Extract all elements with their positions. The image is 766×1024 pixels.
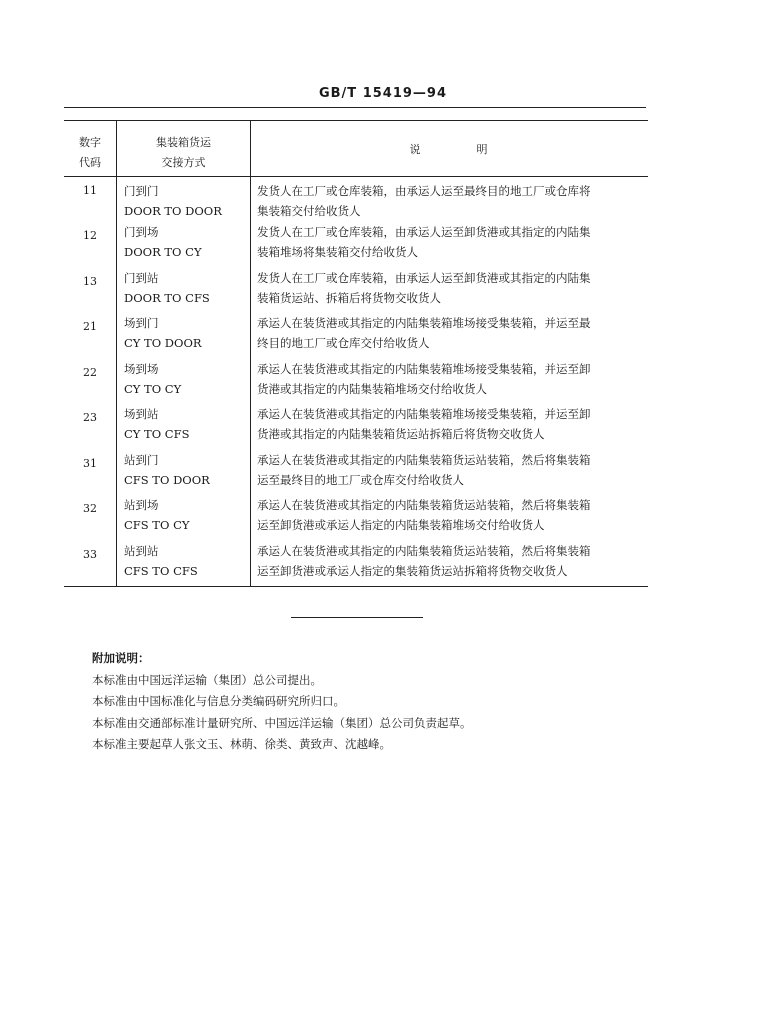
cell-description: [251, 177, 649, 223]
cell-description: [251, 222, 649, 268]
table-row: [64, 541, 648, 587]
desc-line1: 发货人在工厂或仓库装箱，由承运人运至卸货港或其指定的内陆集: [257, 270, 591, 285]
desc-line2: 装箱货运站、拆箱后将货物交收货人: [257, 290, 441, 305]
cell-mode: [117, 495, 251, 541]
cell-code: 12: [64, 222, 117, 268]
desc-line1: 发货人在工厂或仓库装箱，由承运人运至卸货港或其指定的内陆集: [257, 225, 591, 239]
desc-line2: 运至最终目的地工厂或仓库交付给收货人: [257, 472, 464, 487]
col-header-code-line2: 代码: [79, 156, 101, 169]
desc-line2: 集装箱交付给收货人: [257, 204, 361, 218]
col-header-desc-char2: 明: [476, 143, 490, 156]
cell-description: [251, 404, 649, 450]
cell-code: 21: [64, 313, 117, 359]
cell-description: [251, 268, 649, 314]
note-line: 本标准主要起草人张文玉、林萌、徐类、黄致声、沈越峰。: [92, 737, 391, 751]
cell-code: 13: [64, 268, 117, 314]
mode-en: CY TO DOOR: [124, 336, 202, 350]
end-of-table-rule: [291, 617, 423, 618]
cell-mode: [117, 404, 251, 450]
mode-cn: 门到门: [124, 184, 159, 198]
desc-line2: 终目的地工厂或仓库交付给收货人: [257, 336, 430, 350]
mode-en: CY TO CFS: [124, 427, 190, 441]
mode-en: DOOR TO CFS: [124, 290, 210, 305]
notes-title: 附加说明：: [92, 651, 150, 665]
mode-cn: 门到场: [124, 225, 159, 239]
cell-code: 23: [64, 404, 117, 450]
note-line: 本标准由中国远洋运输（集团）总公司提出。: [92, 672, 322, 687]
cell-mode: [117, 313, 251, 359]
mode-cn: 场到门: [124, 316, 159, 330]
cell-code: 32: [64, 495, 117, 541]
mode-en: DOOR TO DOOR: [124, 204, 222, 218]
table-row: [64, 495, 648, 541]
cell-description: [251, 541, 649, 587]
handover-code-table: [64, 120, 648, 587]
mode-cn: 站到场: [124, 498, 159, 512]
table-row: [64, 177, 648, 223]
table-header-row: [64, 121, 648, 177]
cell-mode: [117, 222, 251, 268]
col-header-mode: [117, 121, 251, 177]
desc-line1: 承运人在装货港或其指定的内陆集装箱货运站装箱，然后将集装箱: [257, 543, 591, 558]
col-header-code-line1: 数字: [79, 136, 101, 149]
mode-cn: 场到场: [124, 361, 159, 376]
table-row: [64, 450, 648, 496]
additional-notes: [92, 648, 472, 756]
desc-line1: 承运人在装货港或其指定的内陆集装箱货运站装箱，然后将集装箱: [257, 452, 591, 467]
cell-code: 31: [64, 450, 117, 496]
mode-cn: 站到门: [124, 452, 159, 467]
cell-mode: [117, 359, 251, 405]
cell-mode: [117, 268, 251, 314]
table-row: [64, 313, 648, 359]
table-row: [64, 359, 648, 405]
mode-cn: 站到站: [124, 543, 159, 558]
standard-number: GB/T 15419—94: [318, 86, 448, 101]
table-row: [64, 268, 648, 314]
col-header-description: [251, 121, 649, 177]
mode-cn: 场到站: [124, 407, 159, 421]
cell-mode: [117, 450, 251, 496]
cell-code: 22: [64, 359, 117, 405]
desc-line2: 运至卸货港或承运人指定的内陆集装箱堆场交付给收货人: [257, 518, 545, 532]
cell-description: [251, 450, 649, 496]
table-row: [64, 222, 648, 268]
mode-en: CFS TO CY: [124, 518, 190, 532]
desc-line1: 承运人在装货港或其指定的内陆集装箱堆场接受集装箱，并运至最: [257, 316, 591, 330]
cell-code: 11: [64, 177, 117, 223]
col-header-desc-char1: 说: [409, 143, 423, 156]
col-header-mode-line2: 交接方式: [161, 156, 206, 169]
mode-en: CY TO CY: [124, 381, 182, 396]
table-row: [64, 404, 648, 450]
col-header-mode-line1: 集装箱货运: [156, 136, 211, 149]
cell-description: [251, 495, 649, 541]
desc-line1: 承运人在装货港或其指定的内陆集装箱堆场接受集装箱，并运至卸: [257, 361, 591, 376]
desc-line2: 货港或其指定的内陆集装箱货运站拆箱后将货物交收货人: [257, 427, 545, 441]
mode-en: DOOR TO CY: [124, 245, 202, 259]
col-header-code: [64, 121, 117, 177]
cell-code: 33: [64, 541, 117, 587]
header-rule: [64, 107, 646, 108]
cell-mode: [117, 541, 251, 587]
cell-description: [251, 313, 649, 359]
desc-line2: 运至卸货港或承运人指定的集装箱货运站拆箱将货物交收货人: [257, 563, 568, 578]
mode-en: CFS TO CFS: [124, 563, 198, 578]
desc-line1: 发货人在工厂或仓库装箱，由承运人运至最终目的地工厂或仓库将: [257, 184, 591, 198]
note-line: 本标准由中国标准化与信息分类编码研究所归口。: [92, 694, 345, 708]
mode-cn: 门到站: [124, 270, 159, 285]
desc-line2: 装箱堆场将集装箱交付给收货人: [257, 245, 418, 259]
mode-en: CFS TO DOOR: [124, 472, 210, 487]
desc-line1: 承运人在装货港或其指定的内陆集装箱堆场接受集装箱，并运至卸: [257, 407, 591, 421]
cell-description: [251, 359, 649, 405]
desc-line2: 货港或其指定的内陆集装箱堆场交付给收货人: [257, 381, 487, 396]
note-line: 本标准由交通部标准计量研究所、中国远洋运输（集团）总公司负责起草。: [92, 715, 472, 730]
desc-line1: 承运人在装货港或其指定的内陆集装箱货运站装箱，然后将集装箱: [257, 498, 591, 512]
cell-mode: [117, 177, 251, 223]
